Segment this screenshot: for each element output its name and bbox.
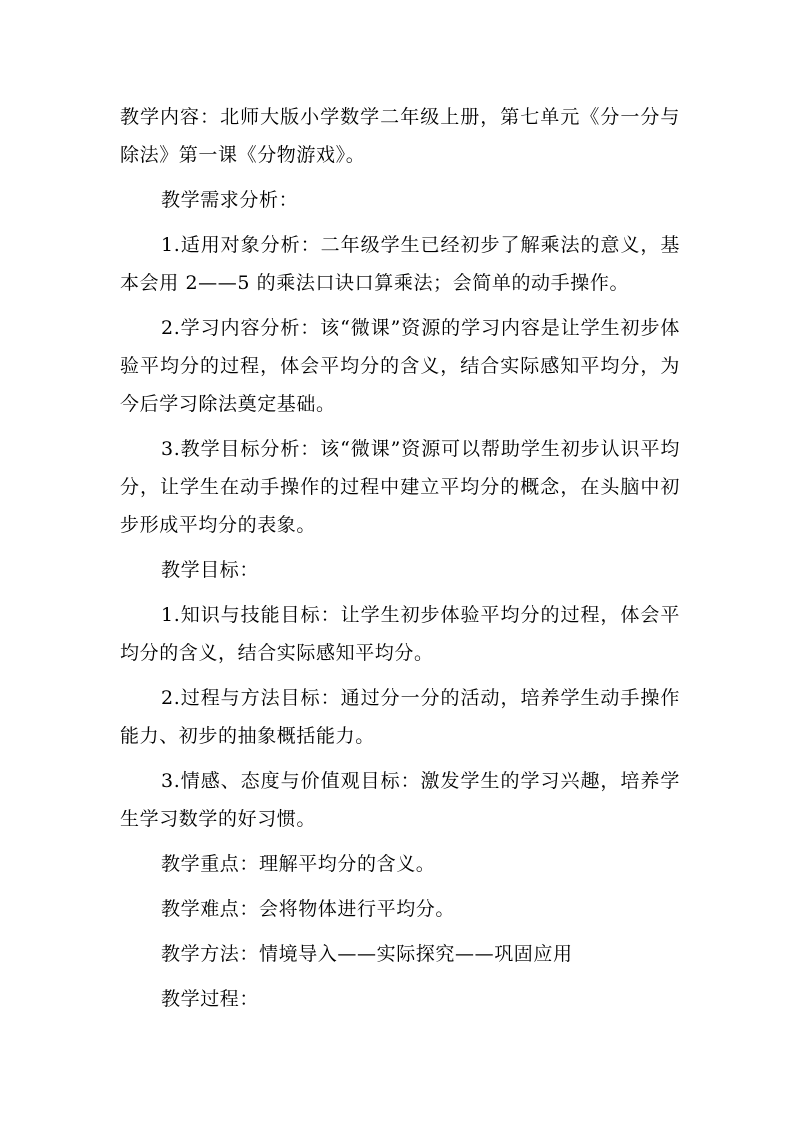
audience-analysis-paragraph: 1.适用对象分析：二年级学生已经初步了解乘法的意义，基本会用 2——5 的乘法口诀口算乘法；会简单的动手操作。 [120,234,680,294]
teaching-focus: 教学重点：理解平均分的含义。 [161,853,436,875]
content-analysis-paragraph: 2.学习内容分析：该“微课”资源的学习内容是让学生初步体验平均分的过程，体会平均分的含义，结合实际感知平均分，为今后学习除法奠定基础。 [120,317,680,415]
teaching-difficulty: 教学难点：会将物体进行平均分。 [161,898,456,920]
teaching-objectives-heading: 教学目标： [161,559,260,581]
teaching-method: 教学方法：情境导入——实际探究——巩固应用 [161,943,573,965]
process-method-objective: 2.过程与方法目标：通过分一分的活动，培养学生动手操作能力、初步的抽象概括能力。 [120,687,680,747]
objective-analysis-paragraph: 3.教学目标分析：该“微课”资源可以帮助学生初步认识平均分，让学生在动手操作的过程中建立平均分的概念，在头脑中初步形成平均分的表象。 [120,438,680,536]
teaching-process-heading: 教学过程： [161,988,260,1010]
knowledge-skill-objective: 1.知识与技能目标：让学生初步体验平均分的过程，体会平均分的含义，结合实际感知平均分。 [120,604,680,664]
needs-analysis-heading: 教学需求分析： [161,189,299,211]
document-body [120,98,680,1018]
emotion-attitude-objective: 3.情感、态度与价值观目标：激发学生的学习兴趣，培养学生学习数学的好习惯。 [120,770,680,830]
teaching-content-paragraph: 教学内容：北师大版小学数学二年级上册，第七单元《分一分与除法》第一课《分物游戏》。 [120,106,680,166]
